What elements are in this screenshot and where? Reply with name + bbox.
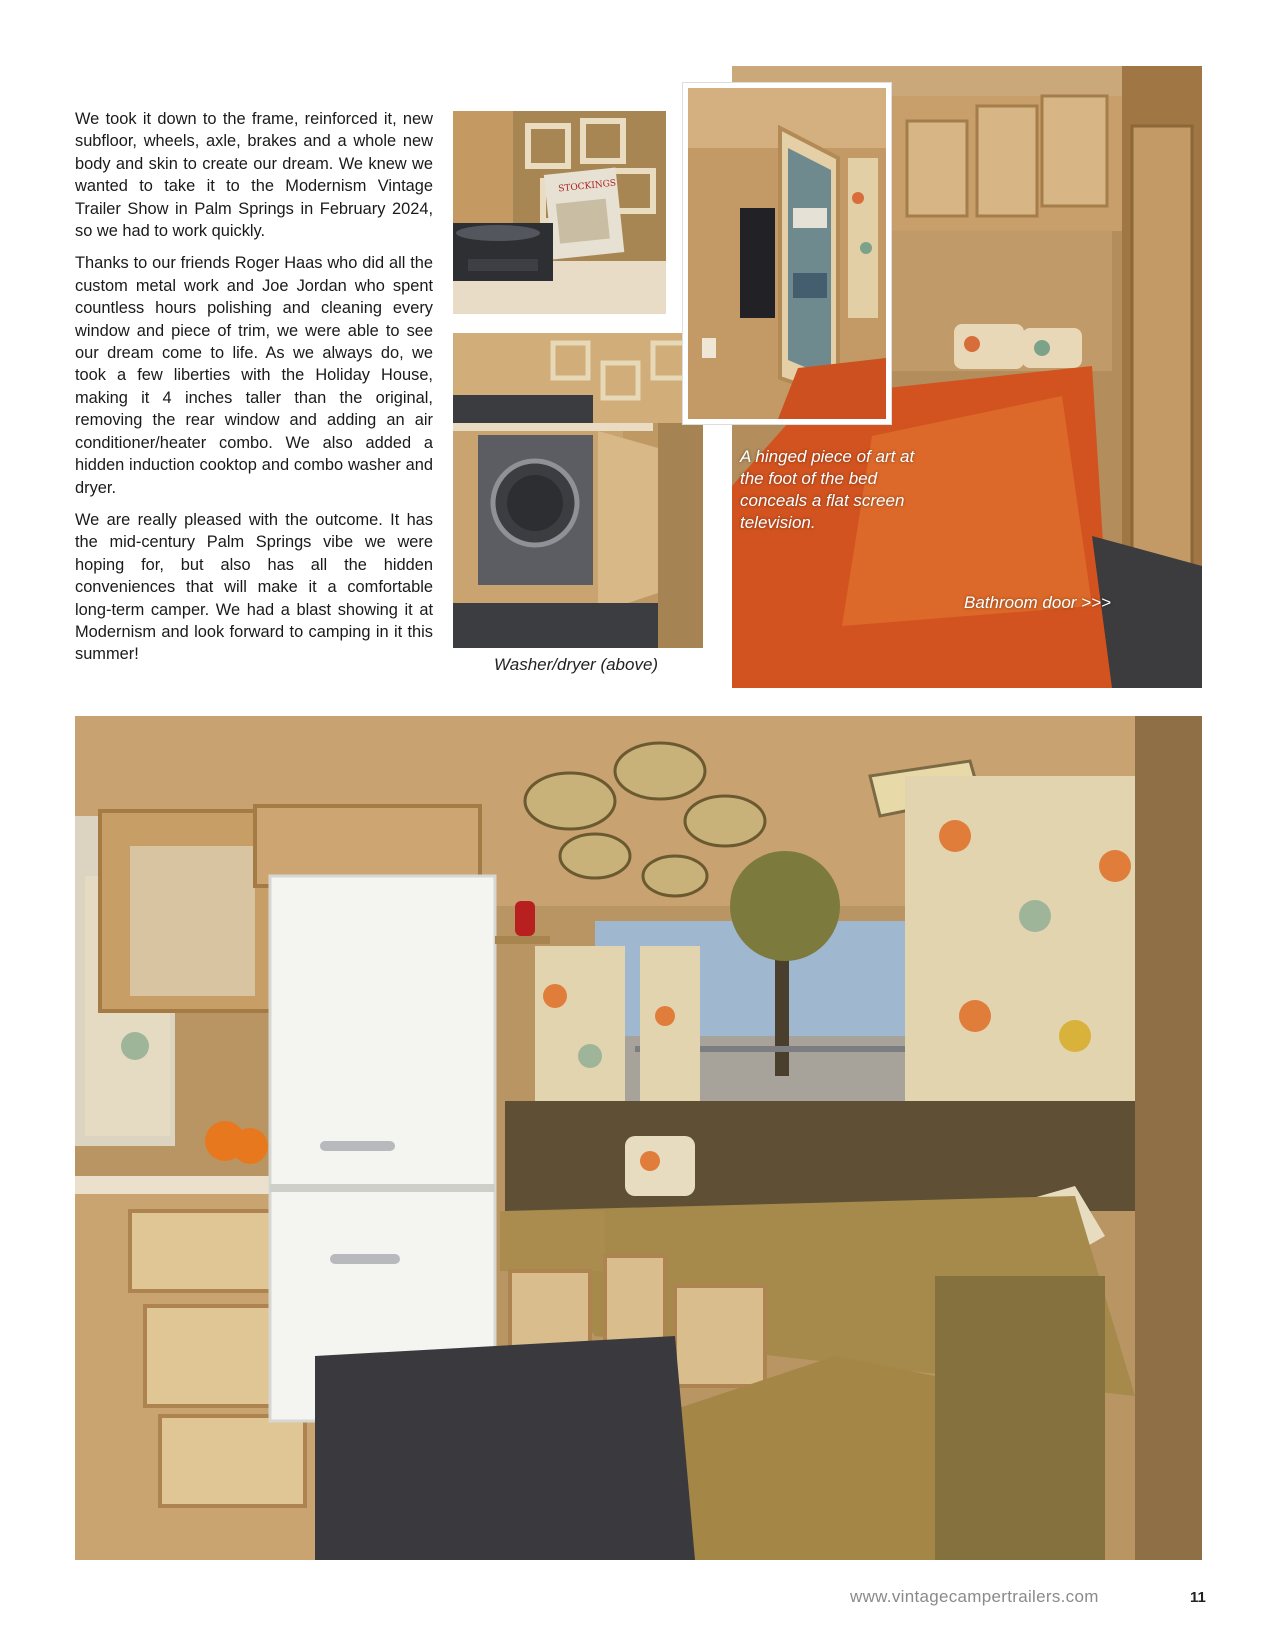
- record-player-photo: [453, 111, 666, 314]
- bed-caption-door: Bathroom door >>>: [964, 593, 1111, 612]
- article-body: [75, 108, 433, 676]
- interior-photo: [75, 716, 1202, 1560]
- hinged-art-photo: [683, 83, 891, 424]
- bed-caption-art: A hinged piece of art at the foot of the bed conceals a flat screen television.: [740, 447, 915, 532]
- washer-dryer-photo: [453, 333, 703, 648]
- record-label: STOCKINGS: [557, 178, 617, 195]
- paragraph-1: We took it down to the frame, reinforced it, new subfloor, wheels, axle, brakes and a whole new body and skin to create our dream. We knew we wanted to take it to the Modernism Vintage Trailer Show in Palm Springs in February 2024, so we had to work quickly.: [75, 110, 433, 241]
- washer-caption: Washer/dryer (above): [494, 655, 659, 674]
- footer-url[interactable]: www.vintagecampertrailers.com: [850, 1587, 1099, 1606]
- paragraph-2: Thanks to our friends Roger Haas who did all the custom metal work and Joe Jordan who spent countless hours polishing and cleaning every window and piece of trim, we were able to see our dream come to life. As we always do, we took a few liberties with the Holiday House, making it 4 inches taller than the original, removing the rear window and adding an air conditioner/heater combo. We also added a hidden induction cooktop and combo washer and dryer.: [75, 254, 433, 497]
- page-number: 11: [1190, 1589, 1206, 1606]
- paragraph-3: We are really pleased with the outcome. It has the mid-century Palm Springs vibe we were hoping for, but also has all the hidden conveniences that will make it a comfortable long-term camper. We had a blast showing it at Modernism and look forward to camping in it this summer!: [75, 510, 433, 664]
